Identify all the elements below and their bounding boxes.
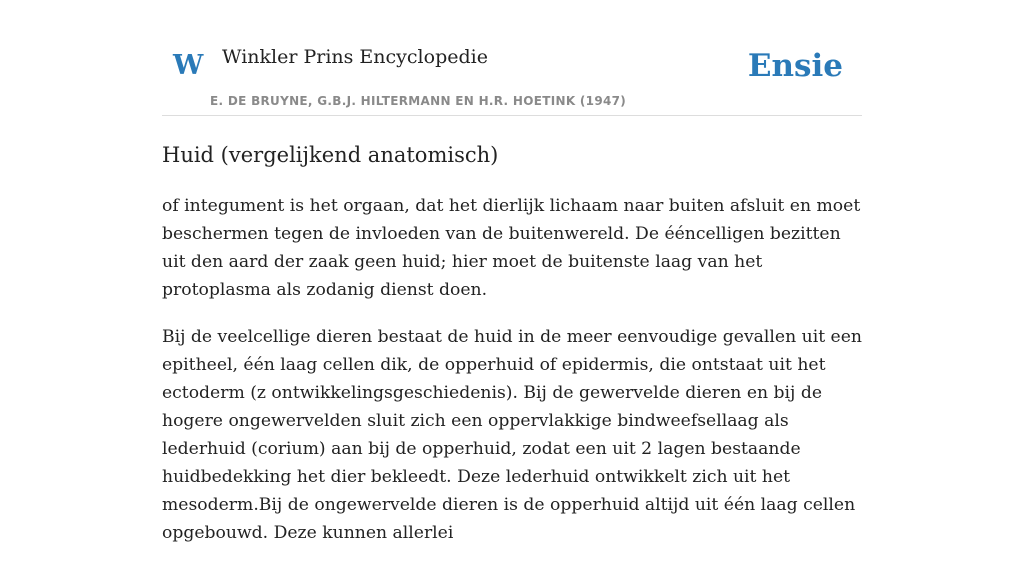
page <box>162 0 862 566</box>
article-title: Huid (vergelijkend anatomisch) <box>162 143 499 167</box>
article-paragraph-1: of integument is het orgaan, dat het dierlijk lichaam naar buiten afsluit en moet beschermen tegen de invloeden van de buitenwereld. De ééncelligen bezitten uit den aard der zaak geen huid; hier moet de buitenste laag van het protoplasma als zodanig dienst doen. <box>162 196 861 301</box>
site-header <box>162 0 862 116</box>
article-paragraph-2: Bij de veelcellige dieren bestaat de huid in de meer eenvoudige gevallen uit een epitheel, één laag cellen dik, de opperhuid of epidermis, die ontstaat uit het ectoderm (z ontwikkelingsgeschiedenis). Bij de gewervelde dieren en bij de hogere ongewervelden sluit zich een oppervlakkige bindweefsellaag als lederhuid (corium) aan bij de opperhuid, zodat een uit 2 lagen bestaande huidbedekking het dier bekleedt. Deze lederhuid ontwikkelt zich uit het mesoderm.Bij de ongewervelde dieren is de opperhuid altijd uit één laag cellen opgebouwd. Deze kunnen allerlei <box>162 327 862 544</box>
authors-line: E. DE BRUYNE, G.B.J. HILTERMANN EN H.R. HOETINK (1947) <box>210 94 627 108</box>
site-title[interactable]: Winkler Prins Encyclopedie <box>222 46 488 68</box>
winkler-prins-logo[interactable]: W <box>173 50 204 81</box>
ensie-logo[interactable]: Ensie <box>747 48 843 84</box>
article-body <box>162 192 862 547</box>
